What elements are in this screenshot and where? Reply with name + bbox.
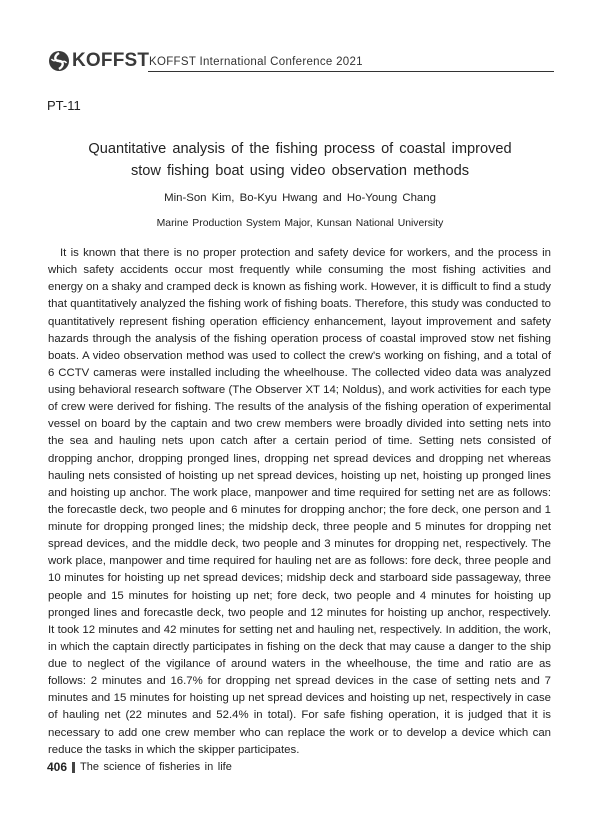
authors: Min-Son Kim, Bo-Kyu Hwang and Ho-Young Chang [164,192,436,204]
title-line-2: stow fishing boat using video observation methods [130,163,470,179]
header-rule [148,71,554,72]
koffst-logo [48,50,149,72]
affiliation: Marine Production System Major, Kunsan National University [156,218,444,229]
conference-name: KOFFST International Conference 2021 [149,56,363,68]
koffst-logo-icon [48,50,70,72]
page-number: 406 [47,760,68,774]
paper-title [60,138,540,182]
page-footer [47,760,232,774]
footer-separator [72,762,75,773]
journal-name: The science of fisheries in life [80,761,232,773]
page-header [48,46,554,72]
paper-code: PT-11 [47,98,81,113]
logo-text: KOFFST [72,50,150,71]
title-line-1: Quantitative analysis of the fishing process of coastal improved [88,141,512,157]
abstract-body: It is known that there is no proper protection and safety device for workers, and the process in which safety accidents occur most frequently while consuming the most fishing activities and energy on a shaky and cramped deck is known as fishing work. However, it is difficult to find a study that quantitatively analyzed the fishing work of fishing boats. Therefore, this study was conducted to quantitatively represent fishing operation efficiency enhancement, layout improvement and safety hazards through the analysis of the fishing operation process of coastal improved stow net fishing boats. A video observation method was used to collect the crew's working on fishing, and a total of 6 CCTV cameras were installed including the wheelhouse. The collected video data was analyzed using behavioral research software (The Observer XT 14; Noldus), and work activities for each type of crew were derived for fishing. The results of the analysis of the fishing operation of experimental vessel on board by the captain and two crew members were broadly divided into setting nets into the sea and hauling nets upon catch after a certain period of time. Setting nets consisted of dropping anchor, dropping pronged lines, dropping net spread devices and dropping net whereas hauling nets consisted of hoisting up net spread devices, hoisting up net, hoisting up pronged lines and hoisting up anchor. The work place, manpower and time required for setting net are as follows: the forecastle deck, two people and 6 minutes for dropping anchor; the fore deck, one person and 1 minute for dropping pronged lines; the midship deck, three people and 5 minutes for dropping net spread devices, and the middle deck, two people and 3 minutes for dropping net, respectively. The work place, manpower and time required for hauling net are as follows: fore deck, three people and 10 minutes for hoisting up net spread devices; midship deck and starboard side passageway, three people and 15 minutes for hoisting up net; fore deck, two people and 4 minutes for hoisting up pronged lines and forecastle deck, two people and 12 minutes for hoisting up anchor, respectively. It took 12 minutes and 42 minutes for setting net and hauling net, respectively. In addition, the work, in which the captain directly participates in fishing on the deck that may cause a danger to the ship due to neglect of the vigilance of around waters in the wheelhouse, the time and ratio are as follows: 2 minutes and 16.7% for dropping net spread devices in the case of setting nets and 7 minutes and 15 minutes for hoisting up net spread devices and hoisting up net, respectively in case of hauling net (22 minutes and 52.4% in total). For safe fishing operation, it is judged that it is necessary to add one crew member who can replace the work or to develop a device which can reduce the tasks in which the skipper participates. [48,247,551,756]
